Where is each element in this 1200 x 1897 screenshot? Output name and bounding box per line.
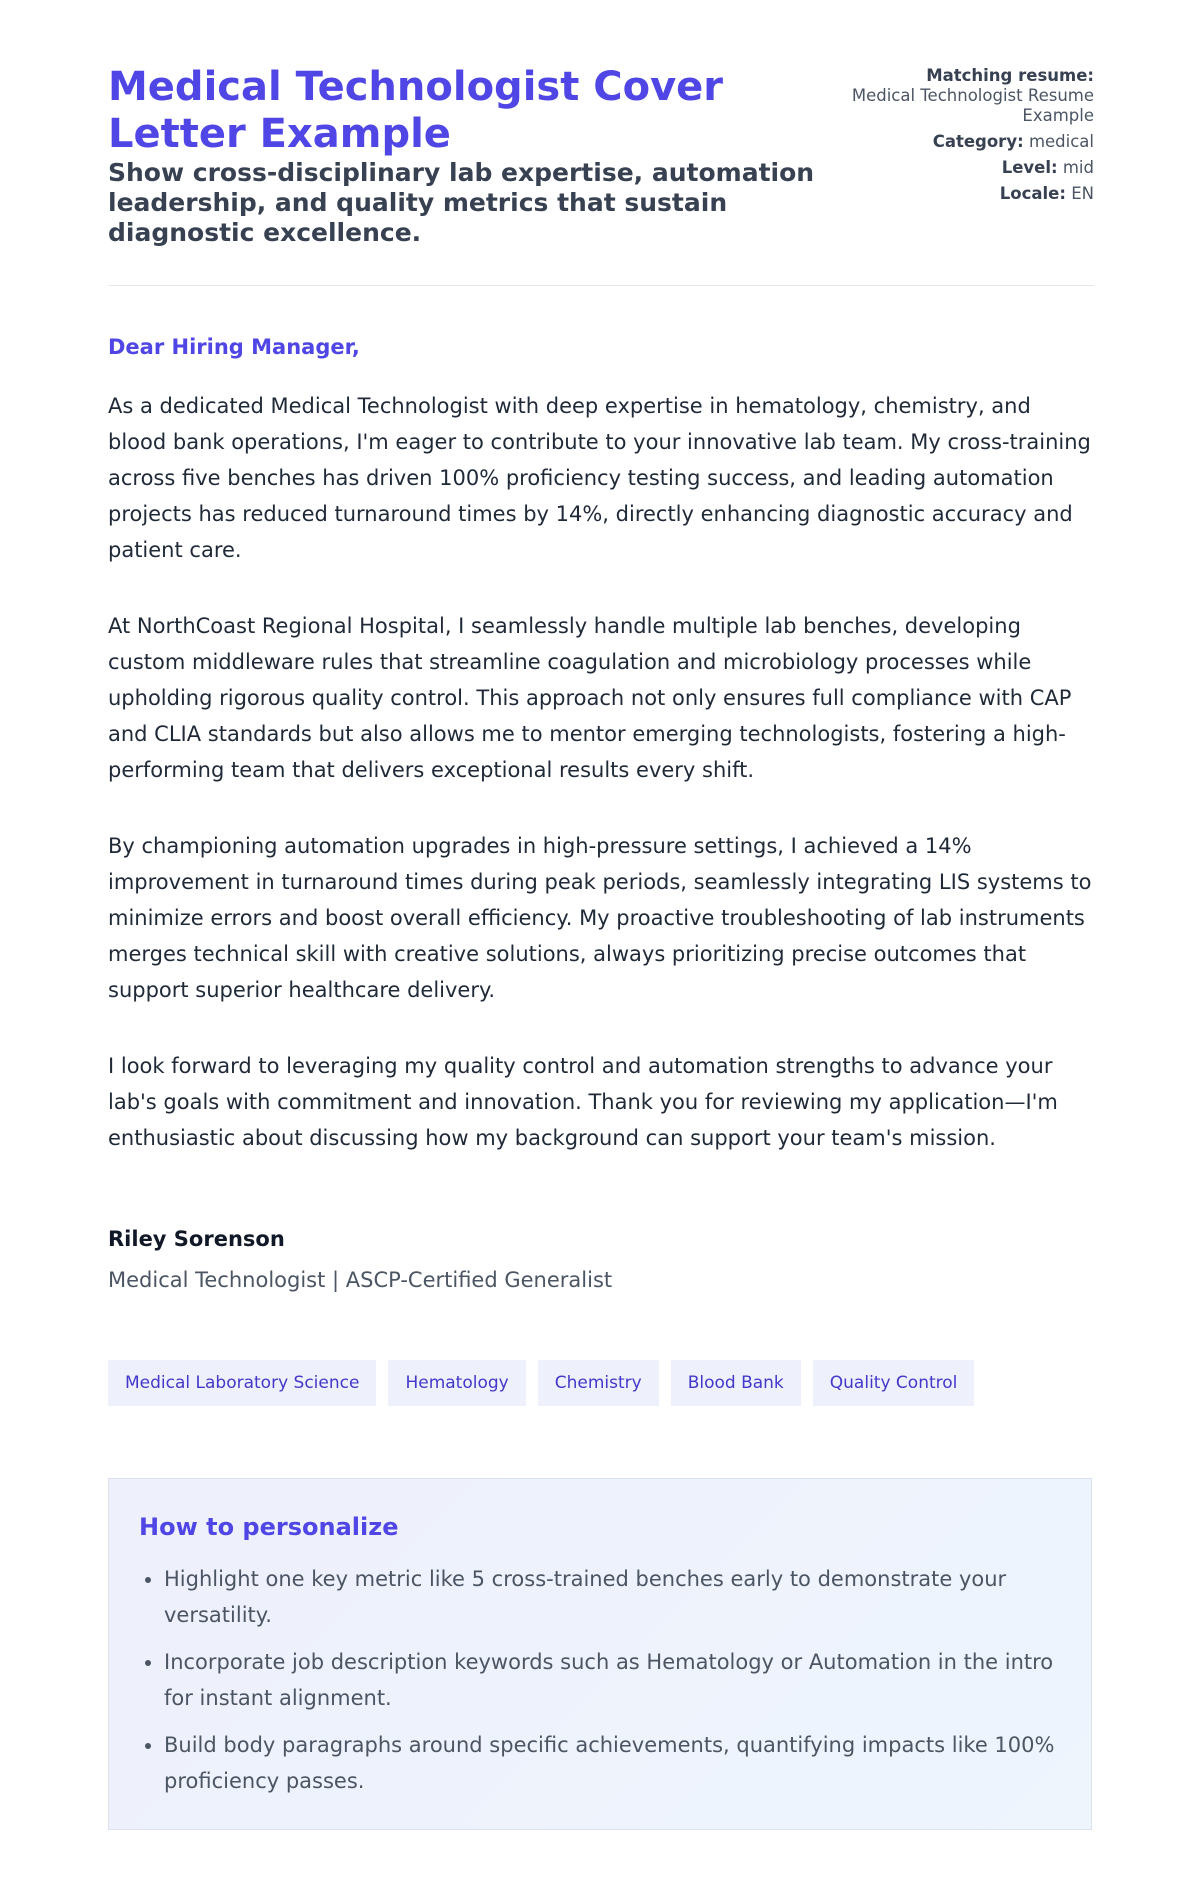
letter-body xyxy=(108,388,1094,1196)
page-subtitle: Show cross-disciplinary lab expertise, automation leadership, and quality metrics that sustain diagnostic excellence. xyxy=(108,158,815,247)
resume-meta xyxy=(834,66,1094,210)
meta-matching-resume xyxy=(834,66,1094,126)
tips-heading: How to personalize xyxy=(139,1513,399,1541)
meta-locale-label: Locale: xyxy=(999,184,1066,203)
tag-chemistry[interactable]: Chemistry xyxy=(538,1360,659,1406)
signature-title: Medical Technologist | ASCP-Certified Generalist xyxy=(108,1268,613,1292)
letter-paragraph: At NorthCoast Regional Hospital, I seamlessly handle multiple lab benches, developing custom middleware rules that streamline coagulation and microbiology processes while upholding rigorous quality control. This approach not only ensures full compliance with CAP and CLIA standards but also allows me to mentor emerging technologists, fostering a high-performing team that delivers exceptional results every shift. xyxy=(108,614,1072,782)
meta-matching-link[interactable]: Medical Technologist Resume Example xyxy=(851,86,1094,125)
page-title: Medical Technologist Cover Letter Example xyxy=(108,64,724,157)
letter-greeting: Dear Hiring Manager, xyxy=(108,335,360,359)
tag-blood-bank[interactable]: Blood Bank xyxy=(671,1360,801,1406)
meta-locale-value: EN xyxy=(1071,184,1094,203)
meta-matching-label: Matching resume: xyxy=(926,66,1094,85)
meta-category xyxy=(834,132,1094,152)
tip-item: • Highlight one key metric like 5 cross-trained benches early to demonstrate your versatility. xyxy=(164,1561,1084,1633)
signature-name: Riley Sorenson xyxy=(108,1227,285,1251)
keyword-tags xyxy=(108,1360,974,1406)
meta-locale xyxy=(834,184,1094,204)
meta-category-label: Category: xyxy=(932,132,1024,151)
tag-medical-laboratory-science[interactable]: Medical Laboratory Science xyxy=(108,1360,376,1406)
tip-item: • Incorporate job description keywords such as Hematology or Automation in the intro for instant alignment. xyxy=(164,1644,1084,1716)
personalize-tips-box xyxy=(108,1478,1092,1830)
letter-paragraph: I look forward to leveraging my quality control and automation strengths to advance your lab's goals with commitment and innovation. Thank you for reviewing my application—I'm enthusiastic about discussing how my background can support your team's mission. xyxy=(108,1054,1058,1150)
content-column xyxy=(108,0,1094,1793)
meta-level-value: mid xyxy=(1062,158,1094,177)
meta-level xyxy=(834,158,1094,178)
letter-paragraph: As a dedicated Medical Technologist with deep expertise in hematology, chemistry, and blood bank operations, I'm eager to contribute to your innovative lab team. My cross-training across five benches has driven 100% proficiency testing success, and leading automation projects has reduced turnaround times by 14%, directly enhancing diagnostic accuracy and patient care. xyxy=(108,394,1091,562)
page-header xyxy=(108,0,1094,286)
meta-level-label: Level: xyxy=(1001,158,1058,177)
tag-quality-control[interactable]: Quality Control xyxy=(813,1360,975,1406)
tag-hematology[interactable]: Hematology xyxy=(388,1360,525,1406)
letter-paragraph: By championing automation upgrades in high-pressure settings, I achieved a 14% improvement in turnaround times during peak periods, seamlessly integrating LIS systems to minimize errors and boost overall efficiency. My proactive troubleshooting of lab instruments merges technical skill with creative solutions, always prioritizing precise outcomes that support superior healthcare delivery. xyxy=(108,834,1092,1002)
tip-item: • Build body paragraphs around specific achievements, quantifying impacts like 100% proficiency passes. xyxy=(164,1727,1084,1799)
tips-list xyxy=(139,1561,1084,1810)
meta-category-value: medical xyxy=(1028,132,1094,151)
